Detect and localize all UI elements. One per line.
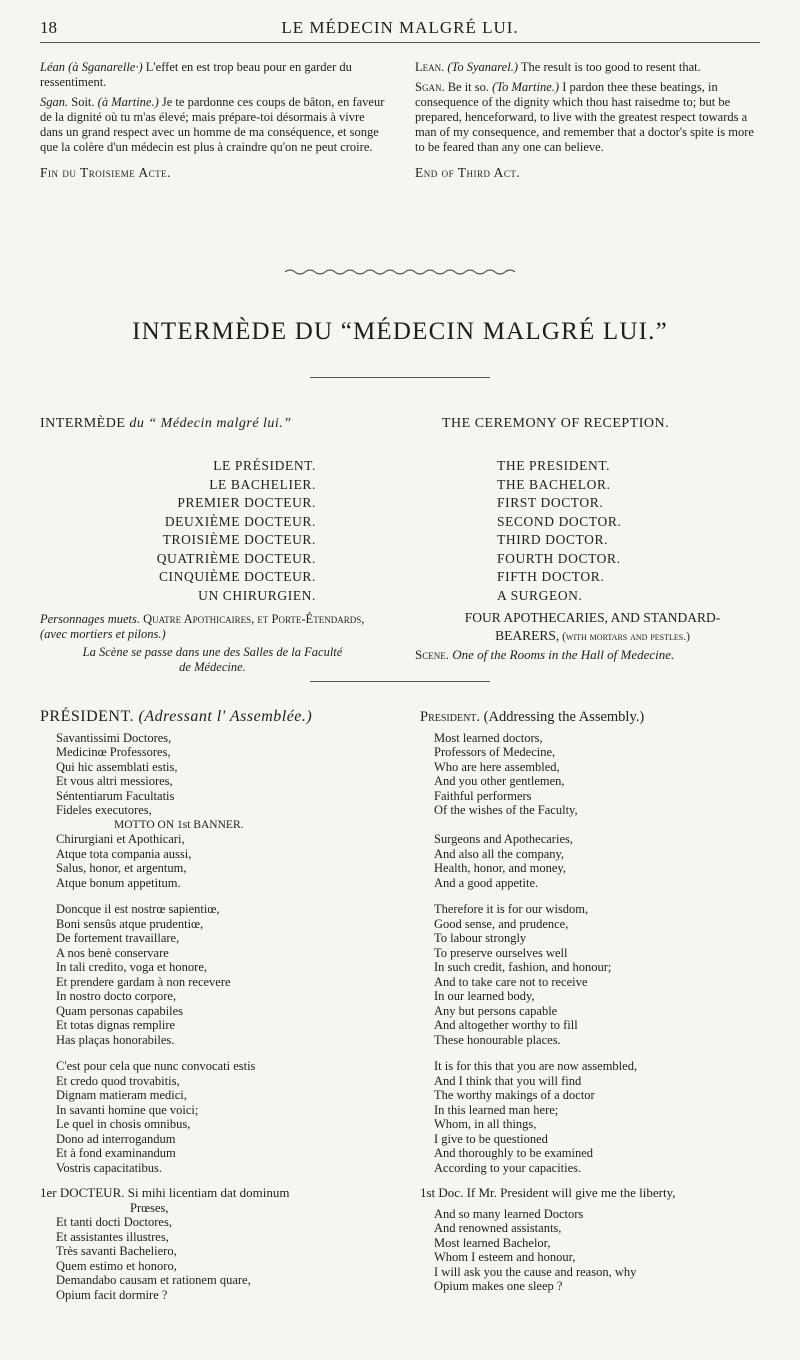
subtitle-en: THE CEREMONY OF RECEPTION. xyxy=(442,416,670,431)
mute-characters-fr: Personnages muets. Quatre Apothicaires, et Porte-Étendards, (avec mortiers et pilons.) xyxy=(40,612,365,641)
ornament-squiggle xyxy=(285,268,515,276)
cast-item-fr: TROISIÈME DOCTEUR. xyxy=(162,532,316,547)
verse-line: And so many learned Doctors xyxy=(434,1206,584,1221)
verse-line: To labour strongly xyxy=(434,931,527,945)
cast-item-fr: UN CHIRURGIEN. xyxy=(198,587,316,603)
sganarelle-line-en: Sgan. Be it so. (To Martine.) I pardon thee these beatings, in consequence of the dignity which thou hast raisedme to; but be prepared, henceforward, to live with the greatest respect towards a man of my consequence, and remember that a doctor's spite is more to be feared than any one can believe. xyxy=(415,80,754,154)
verse-line: To preserve ourselves well xyxy=(434,945,568,960)
banner-motto: MOTTO ON 1st BANNER. xyxy=(114,818,244,831)
end-of-act-fr: Fin du Troisieme Acte. xyxy=(40,165,172,180)
cast-item-en: FOURTH DOCTOR. xyxy=(497,550,621,566)
verse-line: Chirurgiani et Apothicari, xyxy=(56,832,185,846)
verse-line: Et vous altri messiores, xyxy=(56,774,173,788)
verse-line: Vostris capacitatibus. xyxy=(56,1160,162,1175)
verse-line: According to your capacities. xyxy=(434,1160,582,1175)
running-title: LE MÉDECIN MALGRÉ LUI. xyxy=(281,18,519,37)
verse-line: Atque tota compania aussi, xyxy=(56,846,192,861)
leandre-line-fr: Léan (à Sganarelle·) L'effet en est trop beau pour en garder du ressentiment. xyxy=(40,60,352,89)
mute-characters-en: FOUR APOTHECARIES, AND STANDARD- BEARERS, (with mortars and pestles.) xyxy=(464,610,721,643)
cast-item-en: THE BACHELOR. xyxy=(497,476,611,492)
first-doctor-speech-fr xyxy=(40,1186,390,1302)
verse-line: And to take care not to receive xyxy=(434,974,588,989)
running-header xyxy=(40,18,760,42)
subtitle-fr: INTERMÈDE du “ Médecin malgré lui.” xyxy=(40,416,292,431)
verse-line: Most learned doctors, xyxy=(434,730,543,745)
intermede-title: INTERMÈDE DU “MÉDECIN MALGRÉ LUI.” xyxy=(132,318,668,345)
section-rule xyxy=(310,681,490,682)
first-doctor-line-fr: 1er DOCTEUR. Si mihi licentiam dat dominum xyxy=(40,1185,290,1200)
president-speech-en xyxy=(420,710,780,1175)
cast-item-en: THIRD DOCTOR. xyxy=(497,532,609,547)
verse-line: Et prendere gardam à non recevere xyxy=(56,974,231,989)
cast-item-fr: LE BACHELIER. xyxy=(209,476,316,492)
verse-line: Whom, in all things, xyxy=(434,1117,537,1131)
verse-line: Faithful performers xyxy=(434,788,532,803)
verse-line: In savanti homine que voici; xyxy=(56,1102,199,1117)
verse-line: Good sense, and prudence, xyxy=(434,916,569,931)
verse-line: Quem estimo et honoro, xyxy=(56,1258,177,1273)
verse-line: It is for this that you are now assembled, xyxy=(434,1059,638,1073)
speaker-first-doctor-en: 1st Doc. xyxy=(420,1185,464,1200)
first-doctor-line-en: 1st Doc. If Mr. President will give me the liberty, xyxy=(420,1185,676,1200)
cast-item-fr: PREMIER DOCTEUR. xyxy=(177,495,316,510)
verse-line: Health, honor, and money, xyxy=(434,861,566,875)
cast-list-en xyxy=(497,457,757,605)
leandre-line-en: Lean. (To Syanarel.) The result is too good to resent that. xyxy=(415,60,701,74)
verse-line: Prœses, xyxy=(130,1200,169,1215)
verse-line: Whom I esteem and honour, xyxy=(434,1250,576,1264)
verse-line: Who are here assembled, xyxy=(434,759,560,774)
verse-line: Atque bonum appetitum. xyxy=(56,875,181,890)
cast-item-fr: DEUXIÈME DOCTEUR. xyxy=(164,513,316,529)
verse-line: I give to be questioned xyxy=(434,1131,548,1146)
verse-line: And you other gentlemen, xyxy=(434,774,565,788)
cast-item-en: THE PRESIDENT. xyxy=(497,458,611,473)
verse-line: Professors of Medecine, xyxy=(434,745,556,759)
verse-line: And thoroughly to be examined xyxy=(434,1146,593,1160)
cast-item-en: SECOND DOCTOR. xyxy=(497,513,622,529)
verse-line: Qui hic assemblati estis, xyxy=(56,759,178,774)
sganarelle-line-fr: Sgan. Soit. (à Martine.) Je te pardonne ces coups de bâton, en faveur de la dignité où tu m'as élevé; mais prépare-toi désormais à vivre dans un grand respect avec un homme de ma conséquence, et songe que la colère d'un médecin est plus à craindre qu'on ne peut croire. xyxy=(40,95,385,154)
verse-line: In nostro docto corpore, xyxy=(56,989,177,1003)
verse-line: Therefore it is for our wisdom, xyxy=(434,902,589,916)
verse-line: Boni sensûs atque prudentiœ, xyxy=(56,916,204,931)
verse-line: Most learned Bachelor, xyxy=(434,1235,551,1250)
speaker-president-en: President. (Addressing the Assembly.) xyxy=(420,709,645,725)
cast-item-fr: CINQUIÈME DOCTEUR. xyxy=(158,569,316,584)
cast-item-en: FIFTH DOCTOR. xyxy=(497,569,605,584)
cast-item-en: A SURGEON. xyxy=(497,587,583,603)
verse-line: Any but persons capable xyxy=(434,1003,558,1018)
act-end-english xyxy=(415,60,765,185)
verse-line: Fideles executores, xyxy=(56,803,152,817)
verse-line: Opium makes one sleep ? xyxy=(434,1279,563,1293)
verse-line: In such credit, fashion, and honour; xyxy=(434,960,612,974)
verse-line: I will ask you the cause and reason, why xyxy=(434,1264,637,1279)
verse-line: And renowned assistants, xyxy=(434,1221,562,1235)
verse-line: Dono ad interrogandum xyxy=(56,1131,176,1146)
verse-line: Et à fond examinandum xyxy=(56,1146,176,1160)
header-rule xyxy=(40,42,760,43)
verse-line: The worthy makings of a doctor xyxy=(434,1088,595,1102)
verse-line: Et assistantes illustres, xyxy=(56,1229,169,1244)
verse-line: Of the wishes of the Faculty, xyxy=(434,803,578,817)
cast-item-fr: LE PRÉSIDENT. xyxy=(213,458,316,473)
verse-line: Et totas dignas remplire xyxy=(56,1018,176,1032)
verse-line: Le quel in chosis omnibus, xyxy=(56,1117,191,1131)
verse-line: Medicinœ Professores, xyxy=(56,745,171,759)
speaker-president-fr: PRÉSIDENT. (Adressant l' Assemblée.) xyxy=(40,708,313,725)
verse-line: Très savanti Bacheliero, xyxy=(56,1244,177,1258)
scene-fr: La Scène se passe dans une des Salles de la Faculté de Médecine. xyxy=(82,645,343,674)
cast-item-fr: QUATRIÈME DOCTEUR. xyxy=(156,550,316,566)
verse-line: And altogether worthy to fill xyxy=(434,1018,578,1032)
speaker-first-doctor-fr: 1er DOCTEUR. xyxy=(40,1185,125,1200)
cast-list-fr xyxy=(60,457,316,605)
first-doctor-speech-en xyxy=(420,1186,790,1294)
verse-line: De fortement travaillare, xyxy=(56,931,180,945)
verse-line: Quam personas capabiles xyxy=(56,1003,184,1018)
verse-line: Surgeons and Apothecaries, xyxy=(434,832,573,846)
verse-line: In tali credito, voga et honore, xyxy=(56,960,207,974)
verse-line: Et credo quod trovabitis, xyxy=(56,1073,180,1088)
verse-line: Demandabo causam et rationem quare, xyxy=(56,1273,251,1287)
cast-item-en: FIRST DOCTOR. xyxy=(497,495,604,510)
verse-line: And I think that you will find xyxy=(434,1073,582,1088)
verse-line: Dignam matieram medici, xyxy=(56,1088,187,1102)
verse-line: And also all the company, xyxy=(434,846,565,861)
verse-line: Et tanti docti Doctores, xyxy=(56,1215,172,1229)
end-of-act-en: End of Third Act. xyxy=(415,165,521,180)
verse-line: In our learned body, xyxy=(434,989,535,1003)
page-number: 18 xyxy=(40,18,57,37)
verse-line: Salus, honor, et argentum, xyxy=(56,861,187,875)
act-end-french xyxy=(40,60,385,185)
verse-line: Savantissimi Doctores, xyxy=(56,730,172,745)
verse-line: Has plaças honorabiles. xyxy=(56,1032,175,1047)
verse-line: Doncque il est nostrœ sapientiœ, xyxy=(56,902,220,916)
verse-line: Opium facit dormire ? xyxy=(56,1287,168,1302)
verse-line: A nos benè conservare xyxy=(56,945,169,960)
verse-line: And a good appetite. xyxy=(434,875,539,890)
scene-en: Scene. One of the Rooms in the Hall of Medecine. xyxy=(415,647,675,662)
verse-line: These honourable places. xyxy=(434,1032,561,1047)
verse-line: In this learned man here; xyxy=(434,1102,559,1117)
president-speech-fr xyxy=(40,710,390,1175)
title-rule xyxy=(310,377,490,378)
verse-line: C'est pour cela que nunc convocati estis xyxy=(56,1059,256,1073)
verse-line: Séntentiarum Facultatis xyxy=(56,788,175,803)
